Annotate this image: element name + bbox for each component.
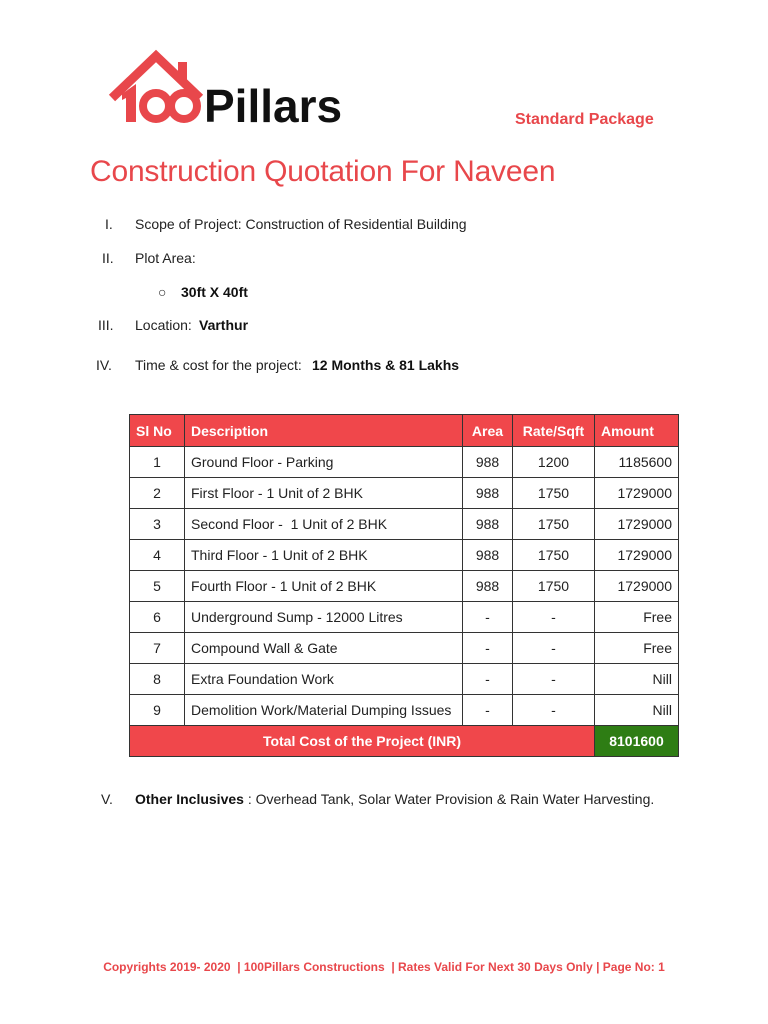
cell-amount: 1729000	[595, 478, 679, 509]
cell-description: Extra Foundation Work	[185, 664, 463, 695]
list-subitem-plot-size	[0, 284, 768, 304]
table-row	[130, 695, 679, 726]
list-item-label: Location:	[135, 317, 192, 333]
cell-sl-no: 4	[130, 540, 185, 571]
cell-amount: Nill	[595, 695, 679, 726]
cell-rate: 1750	[513, 509, 595, 540]
cell-area: 988	[463, 447, 513, 478]
table-row	[130, 664, 679, 695]
list-number: II.	[102, 250, 114, 266]
cell-description: Ground Floor - Parking	[185, 447, 463, 478]
cell-rate: 1750	[513, 478, 595, 509]
cell-rate: -	[513, 664, 595, 695]
cell-rate: 1200	[513, 447, 595, 478]
cell-amount: 1729000	[595, 571, 679, 602]
cell-area: 988	[463, 540, 513, 571]
package-label: Standard Package	[515, 111, 654, 128]
column-header-sl-no: Sl No	[130, 415, 185, 447]
list-item-time-cost	[0, 357, 768, 377]
location-value: Varthur	[199, 317, 249, 333]
list-number: V.	[101, 791, 113, 807]
cell-area: -	[463, 695, 513, 726]
cell-area: 988	[463, 509, 513, 540]
cell-description: Compound Wall & Gate	[185, 633, 463, 664]
inclusives-text: : Overhead Tank, Solar Water Provision & Rain Water Harvesting.	[243, 791, 655, 807]
list-item-label: Plot Area:	[135, 250, 196, 266]
list-item-label: Time & cost for the project:	[135, 357, 302, 373]
house-roof-logo-icon	[108, 48, 398, 132]
page-footer: Copyrights 2019- 2020 | 100Pillars Constructions | Rates Valid For Next 30 Days Only | Page No: 1	[103, 960, 665, 974]
column-header-rate: Rate/Sqft	[513, 415, 595, 447]
column-header-amount: Amount	[595, 415, 679, 447]
cell-rate: -	[513, 633, 595, 664]
table-row	[130, 447, 679, 478]
table-row	[130, 571, 679, 602]
list-item-plot-area	[0, 250, 768, 270]
table-total-row	[130, 726, 679, 757]
cell-area: -	[463, 602, 513, 633]
column-header-area: Area	[463, 415, 513, 447]
cell-area: -	[463, 664, 513, 695]
cell-description: Demolition Work/Material Dumping Issues	[185, 695, 463, 726]
table-row	[130, 633, 679, 664]
bullet-circle-icon: ○	[158, 284, 167, 300]
inclusives-line	[135, 791, 654, 807]
time-cost-value: 12 Months & 81 Lakhs	[312, 357, 460, 373]
cell-sl-no: 6	[130, 602, 185, 633]
cell-description: Fourth Floor - 1 Unit of 2 BHK	[185, 571, 463, 602]
cell-sl-no: 9	[130, 695, 185, 726]
list-item-scope	[0, 216, 768, 236]
list-item-label: Scope of Project: Construction of Residential Building	[135, 216, 467, 232]
cell-rate: 1750	[513, 571, 595, 602]
list-number: III.	[98, 317, 114, 333]
table-row	[130, 478, 679, 509]
svg-text:Pillars: Pillars	[204, 80, 343, 132]
table-row	[130, 540, 679, 571]
cell-rate: 1750	[513, 540, 595, 571]
list-number: I.	[105, 216, 113, 232]
company-logo	[108, 48, 398, 132]
cell-description: Third Floor - 1 Unit of 2 BHK	[185, 540, 463, 571]
table-header-row	[130, 415, 679, 447]
cell-sl-no: 1	[130, 447, 185, 478]
cell-amount: 1185600	[595, 447, 679, 478]
cell-amount: 1729000	[595, 540, 679, 571]
cell-sl-no: 7	[130, 633, 185, 664]
cell-description: First Floor - 1 Unit of 2 BHK	[185, 478, 463, 509]
cell-amount: Nill	[595, 664, 679, 695]
cell-area: 988	[463, 571, 513, 602]
table-row	[130, 509, 679, 540]
column-header-description: Description	[185, 415, 463, 447]
cell-description: Underground Sump - 12000 Litres	[185, 602, 463, 633]
cell-rate: -	[513, 695, 595, 726]
list-item-other-inclusives	[0, 791, 768, 811]
total-value: 8101600	[595, 726, 679, 757]
cell-sl-no: 8	[130, 664, 185, 695]
cell-description: Second Floor - 1 Unit of 2 BHK	[185, 509, 463, 540]
list-number: IV.	[96, 357, 112, 373]
list-item-location	[0, 317, 768, 337]
cell-amount: 1729000	[595, 509, 679, 540]
quotation-table	[129, 414, 679, 757]
cell-amount: Free	[595, 602, 679, 633]
cell-area: 988	[463, 478, 513, 509]
table-row	[130, 602, 679, 633]
plot-size-value: 30ft X 40ft	[181, 284, 248, 300]
cell-amount: Free	[595, 633, 679, 664]
cell-sl-no: 2	[130, 478, 185, 509]
cell-area: -	[463, 633, 513, 664]
cell-sl-no: 3	[130, 509, 185, 540]
cell-rate: -	[513, 602, 595, 633]
cell-sl-no: 5	[130, 571, 185, 602]
inclusives-label: Other Inclusives	[135, 791, 244, 807]
page-title: Construction Quotation For Naveen	[90, 155, 556, 188]
total-label: Total Cost of the Project (INR)	[130, 726, 595, 757]
